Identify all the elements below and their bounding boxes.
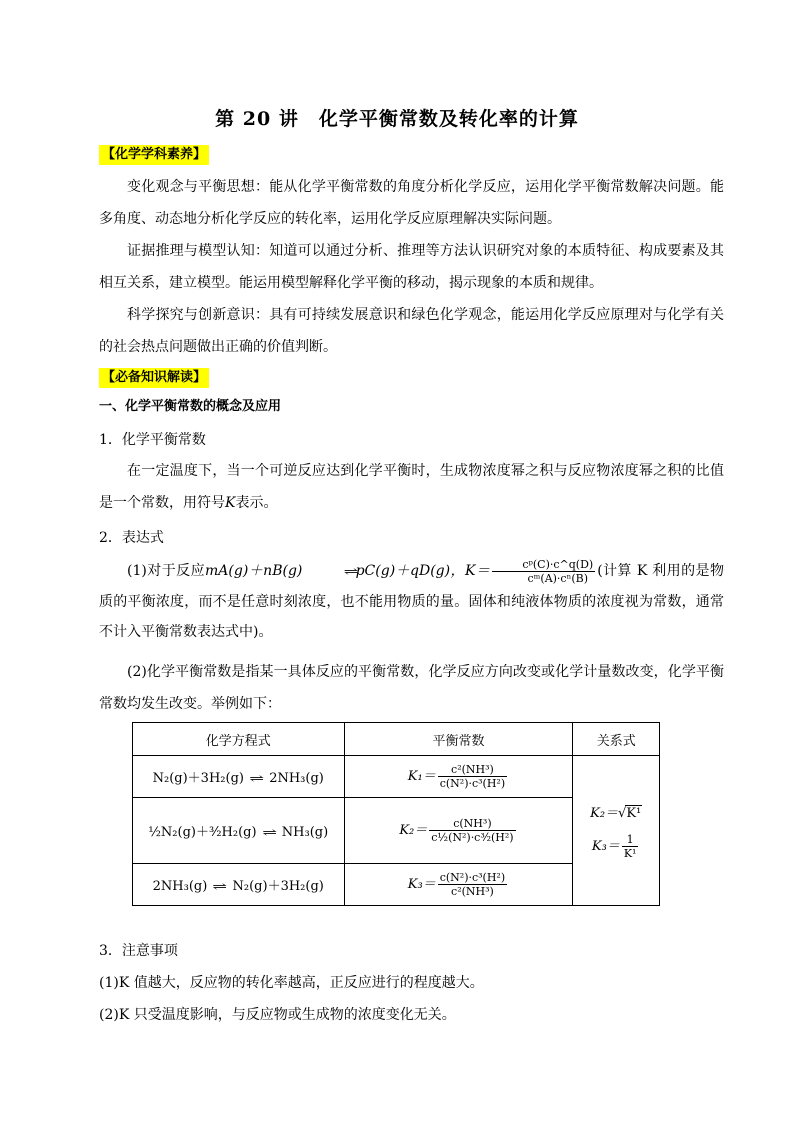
expression-paragraph: (1)对于反应mA(g)＋nB(g) ⇌pC(g)＋qD(g)，K＝ $\frac{\text{cᵖ(C)·c\textasciicircum{}q(D)}}{\text{cᵐ(A)·cⁿ(B)}}$ (计算 K 利用的是物质的平衡浓度，而不是任意时刻浓度，也不能用物质的量。固体和纯液体物质的浓度视为常数，通常不计入平衡常数表达式中)。 [99, 557, 724, 640]
subheading-3: 3．注意事项 [99, 943, 178, 959]
equilibrium-constant-table [132, 722, 660, 906]
table-header: 化学方程式 [133, 723, 345, 756]
page-title: 第 20 讲 化学平衡常数及转化率的计算 [215, 108, 579, 130]
equation-cell: ½N₂(g)＋³⁄₂H₂(g) ⇌ NH₃(g) [133, 798, 345, 864]
relation-root: K₂＝√K¹ [590, 805, 642, 821]
subheading-1: 1．化学平衡常数 [99, 432, 206, 448]
table-header-row [133, 723, 660, 756]
heading-equilibrium-constant: 一、化学平衡常数的概念及应用 [99, 399, 282, 414]
relation-reciprocal: K₃＝ $\frac{1}{\text{K¹}}$ [591, 832, 637, 860]
literacy-paragraph-1: 变化观念与平衡思想：能从化学平衡常数的角度分析化学反应，运用化学平衡常数解决问题。能多角度、动态地分析化学反应的转化率，运用化学反应原理解决实际问题。 [99, 179, 724, 227]
table-header: 平衡常数 [344, 723, 573, 756]
note-1: (1)K 值越大，反应物的转化率越高，正反应进行的程度越大。 [99, 975, 484, 991]
equation-cell: N₂(g)＋3H₂(g) ⇌ 2NH₃(g) [133, 756, 345, 798]
literacy-paragraph-2: 证据推理与模型认知：知道可以通过分析、推理等方法认识研究对象的本质特征、构成要素及其相互关系，建立模型。能运用模型解释化学平衡的移动，揭示现象的本质和规律。 [99, 243, 724, 291]
subheading-2: 2．表达式 [99, 530, 164, 546]
table-row [133, 756, 660, 798]
literacy-section-label: 【化学学科素养】 [99, 145, 209, 165]
literacy-paragraph-3: 科学探究与创新意识：具有可持续发展意识和绿色化学观念，能运用化学反应原理对与化学有关的社会热点问题做出正确的价值判断。 [99, 307, 724, 355]
equilibrium-arrow-icon: ⇌ [249, 772, 264, 785]
change-paragraph: (2)化学平衡常数是指某一具体反应的平衡常数，化学反应方向改变或化学计量数改变，化学平衡常数均发生改变。举例如下： [99, 664, 724, 712]
constant-cell: K₃＝ $\frac{\text{c(N²)·c³(H²)}}{\text{c²(NH³)}}$ [344, 864, 573, 906]
definition-paragraph: 在一定温度下，当一个可逆反应达到化学平衡时，生成物浓度幂之积与反应物浓度幂之积的比值是一个常数，用符号K表示。 [99, 463, 724, 511]
constant-cell: K₂＝ $\frac{\text{c(NH³)}}{\text{c½(N²)·c³⁄₂(H²)}}$ [344, 798, 573, 864]
table-header: 关系式 [573, 723, 660, 756]
relation-cell [573, 756, 660, 906]
equation-cell: 2NH₃(g) ⇌ N₂(g)＋3H₂(g) [133, 864, 345, 906]
constant-cell: K₁＝ $\frac{\text{c²(NH³)}}{\text{c(N²)·c³(H²)}}$ [344, 756, 573, 798]
knowledge-section-label: 【必备知识解读】 [99, 368, 209, 388]
k-fraction: $\frac{\text{cᵖ(C)·c\textasciicircum{}q(D)}}{\text{cᵐ(A)·cⁿ(B)}}$ [492, 558, 595, 585]
note-2: (2)K 只受温度影响，与反应物或生成物的浓度变化无关。 [99, 1007, 456, 1023]
equilibrium-arrow-icon: ⇌ [212, 880, 228, 893]
equilibrium-arrow-icon: ⇌ [344, 565, 359, 578]
equilibrium-arrow-icon: ⇌ [261, 826, 277, 839]
